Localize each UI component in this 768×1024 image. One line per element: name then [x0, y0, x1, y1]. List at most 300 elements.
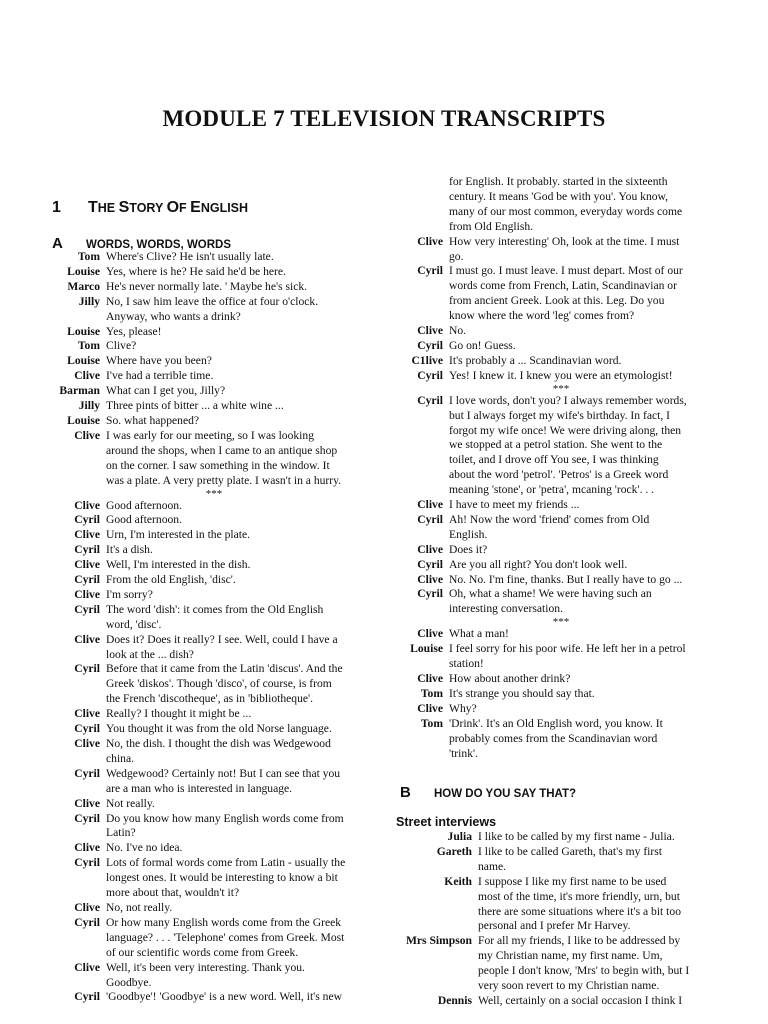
transcript-line	[48, 325, 380, 340]
scene-separator: ***	[205, 487, 223, 500]
transcript-line	[48, 280, 380, 295]
speaker-name	[396, 657, 449, 672]
transcript-line	[48, 603, 380, 618]
dialogue-text: No, the dish. I thought the dish was Wedgewood	[106, 737, 331, 750]
transcript-line	[48, 265, 380, 280]
speaker-name	[48, 886, 106, 901]
transcript-line	[48, 633, 380, 648]
transcript-line	[396, 220, 726, 235]
speaker-name: Clive	[74, 960, 100, 974]
dialogue-text: Well, it's been very interesting. Thank you.	[106, 960, 305, 974]
dialogue-text: I have to meet my friends ...	[449, 498, 580, 512]
speaker-name	[396, 979, 478, 994]
dialogue-text: Oh, what a shame! We were having such an	[449, 587, 652, 601]
dialogue-text: Yes, where is he? He said he'd be here.	[106, 264, 286, 278]
dialogue-text: Clive?	[106, 339, 137, 353]
speaker-name: Tom	[77, 250, 100, 263]
transcript-line	[396, 205, 726, 220]
speaker-name	[48, 677, 106, 692]
speaker-name: Louise	[67, 413, 100, 427]
speaker-name: Clive	[74, 900, 100, 914]
dialogue-text: Yes! I knew it. I knew you were an etymologist!	[449, 368, 673, 382]
speaker-name	[48, 648, 106, 663]
dialogue-text: I'm sorry?	[106, 587, 153, 601]
dialogue-text: longest ones. It would be interesting to know a bit	[106, 871, 338, 885]
speaker-name: Jilly	[78, 294, 100, 308]
transcript-line	[396, 627, 726, 642]
speaker-name: Cyril	[417, 264, 443, 278]
transcript-line	[48, 946, 380, 961]
transcript-line	[48, 916, 380, 931]
speaker-name: Cyril	[74, 543, 100, 557]
speaker-name	[396, 409, 449, 424]
speaker-name: Louise	[67, 354, 100, 368]
speaker-name: Clive	[74, 841, 100, 855]
speaker-name: Clive	[74, 587, 100, 601]
speaker-name: Mrs Simpson	[405, 934, 472, 948]
dialogue-text: Go on! Guess.	[449, 338, 516, 352]
speaker-name	[396, 309, 449, 324]
speaker-name: Keith	[444, 874, 472, 888]
dialogue-text: of our scientific words come from Greek.	[106, 945, 299, 959]
speaker-name	[48, 931, 106, 946]
transcript-left	[48, 250, 380, 1005]
dialogue-text: Anyway, who wants a drink?	[106, 309, 241, 323]
dialogue-text: century. It means 'God be with you'. You know,	[449, 189, 669, 203]
transcript-line	[48, 513, 380, 528]
transcript-line	[48, 767, 380, 782]
speaker-name	[48, 782, 106, 797]
dialogue-text: the French 'discotheque', as in 'bibliotheque'.	[106, 692, 314, 706]
dialogue-text: look at the ... dish?	[106, 647, 194, 661]
transcript-line	[48, 901, 380, 916]
dialogue-text: I suppose I like my first name to be used	[478, 874, 667, 888]
speaker-name: Cyril	[74, 722, 100, 736]
transcript-line	[396, 409, 726, 424]
transcript-line	[48, 692, 380, 707]
dialogue-text: You thought it was from the old Norse language.	[106, 722, 332, 736]
dialogue-text: It's a dish.	[106, 543, 153, 557]
dialogue-text: Where's Clive? He isn't usually late.	[106, 250, 274, 263]
speaker-name	[396, 468, 449, 483]
transcript-line	[396, 702, 726, 717]
dialogue-text: No, not really.	[106, 900, 173, 914]
speaker-name	[396, 294, 449, 309]
transcript-line	[48, 384, 380, 399]
transcript-right	[396, 175, 726, 761]
speaker-name	[396, 949, 478, 964]
speaker-name: Clive	[74, 737, 100, 750]
speaker-name: Gareth	[436, 844, 472, 858]
dialogue-text: It's strange you should say that.	[449, 686, 595, 700]
speaker-name: Dennis	[437, 993, 472, 1007]
transcript-line	[396, 687, 726, 702]
dialogue-text: Latin?	[106, 826, 136, 840]
speaker-name: Barman	[59, 384, 100, 398]
dialogue-text: Lots of formal words come from Latin - usually the	[106, 856, 346, 870]
speaker-name: Cyril	[417, 557, 443, 571]
transcript-line	[396, 438, 726, 453]
dialogue-text: I like to be called Gareth, that's my first	[478, 844, 662, 858]
speaker-name: Clive	[417, 627, 443, 641]
section-title-part: HE	[97, 201, 119, 215]
dialogue-text: Goodbye.	[106, 975, 152, 989]
speaker-name	[396, 220, 449, 235]
speaker-name: Cyril	[417, 393, 443, 407]
transcript-line	[48, 588, 380, 603]
transcript-line	[396, 294, 726, 309]
transcript-line	[396, 573, 726, 588]
dialogue-text: interesting conversation.	[449, 602, 563, 616]
transcript-line	[396, 979, 726, 994]
transcript-line	[396, 642, 726, 657]
speaker-name: Cyril	[74, 513, 100, 527]
speaker-name	[396, 483, 449, 498]
dialogue-text: English.	[449, 527, 488, 541]
dialogue-text: For all my friends, I like to be addressed by	[478, 934, 681, 948]
transcript-line	[396, 905, 726, 920]
dialogue-text: What a man!	[449, 627, 509, 641]
transcript-line	[48, 429, 380, 444]
dialogue-text: most of the time, it's more friendly, urn, but	[478, 889, 680, 903]
speaker-name	[396, 602, 449, 617]
dialogue-text: Before that it came from the Latin 'discus'. And the	[106, 662, 343, 676]
transcript-line	[396, 483, 726, 498]
dialogue-text: there are some situations where it's a bit too	[478, 904, 681, 918]
transcript-line	[396, 587, 726, 602]
dialogue-text: many of our most common, everyday words come	[449, 204, 683, 218]
speaker-name	[396, 438, 449, 453]
transcript-line	[396, 890, 726, 905]
speaker-name: C1live	[411, 353, 443, 367]
street-interviews-heading: Street interviews	[396, 815, 497, 829]
speaker-name: Clive	[417, 498, 443, 512]
transcript-line	[396, 672, 726, 687]
dialogue-text: word, 'disc'.	[106, 617, 162, 631]
part-a-letter: A	[52, 235, 63, 252]
transcript-line	[48, 618, 380, 633]
transcript-line	[396, 250, 726, 265]
dialogue-text: personal and I prefer Mr Harvey.	[478, 919, 631, 933]
section-title-part: NGLISH	[200, 201, 249, 215]
transcript-line	[48, 856, 380, 871]
transcript-line	[48, 871, 380, 886]
transcript-line	[396, 860, 726, 875]
transcript-line	[48, 459, 380, 474]
dialogue-text: Not really.	[106, 796, 155, 810]
speaker-name: Cyril	[417, 587, 443, 601]
dialogue-text: So. what happened?	[106, 413, 200, 427]
transcript-line	[48, 543, 380, 558]
dialogue-text: No.	[449, 324, 467, 338]
transcript-line	[396, 845, 726, 860]
speaker-name: Clive	[74, 528, 100, 542]
speaker-name: Cyril	[74, 856, 100, 870]
speaker-name	[48, 826, 106, 841]
dialogue-text: Well, certainly on a social occasion I think I	[478, 993, 683, 1007]
speaker-name	[396, 905, 478, 920]
speaker-name: Louise	[67, 324, 100, 338]
speaker-name: Jilly	[78, 399, 100, 413]
transcript-line	[396, 949, 726, 964]
dialogue-text: 'trink'.	[449, 746, 478, 760]
transcript-line	[48, 369, 380, 384]
speaker-name: Clive	[417, 701, 443, 715]
dialogue-text: on the corner. I saw something in the window. It	[106, 458, 330, 472]
dialogue-text: probably comes from the Scandinavian word	[449, 731, 658, 745]
dialogue-text: 'Drink'. It's an Old English word, you know. It	[449, 716, 663, 730]
speaker-name	[396, 919, 478, 934]
dialogue-text: Wedgewood? Certainly not! But I can see that you	[106, 766, 341, 780]
speaker-name: Clive	[417, 234, 443, 248]
transcript-line	[396, 732, 726, 747]
speaker-name	[396, 732, 449, 747]
dialogue-text: I've had a terrible time.	[106, 369, 214, 383]
dialogue-text: language? . . . 'Telephone' comes from Greek. Most	[106, 930, 345, 944]
dialogue-text: It's probably a ... Scandinavian word.	[449, 353, 622, 367]
speaker-name	[396, 279, 449, 294]
section-title	[88, 199, 248, 216]
speaker-name	[48, 474, 106, 489]
dialogue-text: about the word 'petrol'. 'Petros' is a Greek word	[449, 468, 669, 482]
speaker-name: Clive	[417, 672, 443, 685]
dialogue-text: china.	[106, 751, 135, 765]
transcript-line	[396, 468, 726, 483]
dialogue-text: from ancient Greek. Look at this. Leg. Do you	[449, 294, 665, 308]
transcript-line	[396, 875, 726, 890]
transcript-line	[396, 424, 726, 439]
transcript-line	[48, 250, 380, 265]
transcript-line	[48, 990, 380, 1005]
speaker-name	[396, 747, 449, 762]
dialogue-text: He's never normally late. ' Maybe he's sick.	[106, 279, 308, 293]
speaker-name: Clive	[74, 707, 100, 721]
speaker-name: Clive	[74, 428, 100, 442]
transcript-line	[48, 648, 380, 663]
transcript-line	[396, 934, 726, 949]
speaker-name: Cyril	[74, 766, 100, 780]
transcript-line	[396, 175, 726, 190]
dialogue-text: very soon revert to my Christian name.	[478, 979, 660, 993]
dialogue-text: Does it? Does it really? I see. Well, could I have a	[106, 632, 338, 646]
section-title-part: F	[179, 201, 191, 215]
dialogue-text: we stopped at a petrol station. She went to the	[449, 438, 663, 452]
dialogue-text: The word 'dish': it comes from the Old English	[106, 602, 324, 616]
speaker-name: Cyril	[74, 573, 100, 587]
speaker-name: Cyril	[417, 512, 443, 526]
dialogue-text: Yes, please!	[106, 324, 162, 338]
transcript-line	[396, 369, 726, 384]
transcript-line	[396, 279, 726, 294]
dialogue-text: How very interesting' Oh, look at the time. I must	[449, 234, 680, 248]
section-title-part: E	[190, 199, 201, 216]
speaker-name: Clive	[74, 558, 100, 572]
speaker-name: Louise	[67, 264, 100, 278]
scene-separator: ***	[552, 382, 570, 395]
transcript-line	[48, 976, 380, 991]
dialogue-text: Good afternoon.	[106, 498, 182, 512]
speaker-name: Cyril	[417, 338, 443, 352]
dialogue-text: station!	[449, 657, 484, 671]
part-b-letter: B	[400, 784, 411, 801]
dialogue-text: Greek 'diskos'. Though 'disco', of course, is from	[106, 677, 332, 691]
speaker-name: Cyril	[74, 811, 100, 825]
transcript-line	[48, 399, 380, 414]
speaker-name	[48, 976, 106, 991]
dialogue-text: No. No. I'm fine, thanks. But I really have to go ...	[449, 572, 683, 586]
dialogue-text: Three pints of bitter ... a white wine ...	[106, 399, 284, 413]
speaker-name: Clive	[74, 632, 100, 646]
dialogue-text: meaning 'stone', or 'petra', mcaning 'rock'. . .	[449, 483, 655, 497]
transcript-line	[48, 961, 380, 976]
dialogue-text: Good afternoon.	[106, 513, 182, 527]
transcript-line	[396, 528, 726, 543]
speaker-name	[396, 424, 449, 439]
dialogue-text: No. I've no idea.	[106, 841, 183, 855]
speaker-name: Tom	[77, 339, 100, 353]
speaker-name: Tom	[420, 716, 443, 730]
transcript-line	[396, 994, 726, 1009]
part-a-title: WORDS, WORDS, WORDS	[86, 239, 232, 251]
transcript-line	[48, 662, 380, 677]
dialogue-text: Urn, I'm interested in the plate.	[106, 528, 251, 542]
dialogue-text: people I don't know, 'Mrs' to begin with, but I	[478, 964, 690, 978]
speaker-name: Marco	[67, 279, 100, 293]
transcript-line	[48, 414, 380, 429]
dialogue-text: forgot my wife once! We were driving along, then	[449, 423, 682, 437]
transcript-line	[48, 826, 380, 841]
dialogue-text: I love words, don't you? I always remember words,	[449, 393, 687, 407]
transcript-line	[396, 543, 726, 558]
dialogue-text: I feel sorry for his poor wife. He left her in a petrol	[449, 642, 686, 656]
speaker-name: Cyril	[74, 915, 100, 929]
dialogue-text: I must go. I must leave. I must depart. Most of our	[449, 264, 683, 278]
section-number: 1	[52, 199, 61, 216]
speaker-name	[48, 459, 106, 474]
transcript-line	[396, 657, 726, 672]
transcript-line	[48, 737, 380, 752]
dialogue-text: Well, I'm interested in the dish.	[106, 558, 251, 572]
dialogue-text: Why?	[449, 701, 477, 715]
section-title-part: S	[118, 199, 130, 216]
speaker-name: Clive	[417, 542, 443, 556]
speaker-name	[48, 752, 106, 767]
dialogue-text: around the shops, when I came to an antique shop	[106, 443, 338, 457]
dialogue-text: I was early for our meeting, so I was looking	[106, 428, 314, 442]
dialogue-text: for English. It probably. started in the sixteenth	[449, 175, 668, 188]
speaker-name: Clive	[417, 572, 443, 586]
transcript-line	[396, 558, 726, 573]
transcript-line	[48, 528, 380, 543]
speaker-name: Louise	[410, 642, 443, 656]
speaker-name	[396, 190, 449, 205]
dialogue-text: was a plate. A very pretty plate. I wasn't in a hurry.	[106, 473, 342, 487]
scene-separator: ***	[552, 616, 570, 629]
dialogue-text: Does it?	[449, 542, 488, 556]
speaker-name	[396, 964, 478, 979]
dialogue-text: more about that, wouldn't it?	[106, 886, 240, 900]
speaker-name	[396, 453, 449, 468]
transcript-line	[396, 964, 726, 979]
speaker-name: Clive	[417, 324, 443, 338]
dialogue-text: are a man who is interested in language.	[106, 781, 293, 795]
transcript-line	[48, 677, 380, 692]
dialogue-text: 'Goodbye'! 'Goodbye' is a new word. Well, it's new	[106, 990, 342, 1004]
dialogue-text: Do you know how many English words come from	[106, 811, 344, 825]
speaker-name: Clive	[74, 369, 100, 383]
transcript-line	[396, 324, 726, 339]
transcript-line	[396, 339, 726, 354]
speaker-name: Tom	[420, 686, 443, 700]
transcript-line	[48, 499, 380, 514]
section-title-part: TORY	[129, 201, 167, 215]
dialogue-text: but I always forget my wife's birthday. In fact, I	[449, 408, 671, 422]
street-interviews	[396, 830, 726, 1009]
transcript-line	[396, 717, 726, 732]
transcript-line	[48, 474, 380, 489]
dialogue-text: words come from French, Latin, Scandinavian or	[449, 279, 677, 293]
transcript-line	[396, 190, 726, 205]
transcript-line	[48, 797, 380, 812]
speaker-name	[48, 946, 106, 961]
part-b-heading	[400, 784, 576, 802]
transcript-line	[396, 453, 726, 468]
dialogue-text: How about another drink?	[449, 672, 571, 685]
dialogue-text: Ah! Now the word 'friend' comes from Old	[449, 512, 650, 526]
speaker-name: Clive	[74, 796, 100, 810]
speaker-name: Cyril	[74, 662, 100, 676]
speaker-name	[396, 860, 478, 875]
dialogue-text: I like to be called by my first name - Julia.	[478, 830, 675, 843]
speaker-name	[396, 528, 449, 543]
speaker-name	[396, 250, 449, 265]
dialogue-text: What can I get you, Jilly?	[106, 384, 226, 398]
speaker-name: Julia	[447, 830, 472, 843]
part-b-title: HOW DO YOU SAY THAT?	[434, 788, 577, 800]
transcript-line	[396, 235, 726, 250]
dialogue-text: from Old English.	[449, 219, 534, 233]
transcript-line	[48, 310, 380, 325]
speaker-name: Cyril	[74, 602, 100, 616]
transcript-line	[48, 812, 380, 827]
transcript-line	[48, 931, 380, 946]
speaker-name	[48, 444, 106, 459]
dialogue-text: my Christian name, my first name. Um,	[478, 949, 663, 963]
transcript-line	[48, 782, 380, 797]
dialogue-text: go.	[449, 249, 464, 263]
dialogue-text: toilet, and I drove off You see, I was thinking	[449, 453, 659, 467]
transcript-line	[396, 394, 726, 409]
dialogue-text: Are you all right? You don't look well.	[449, 557, 628, 571]
transcript-line	[48, 886, 380, 901]
section-title-part: T	[88, 199, 98, 216]
transcript-line	[48, 558, 380, 573]
transcript-line	[396, 747, 726, 762]
section-title-part: O	[166, 199, 180, 216]
speaker-name	[48, 618, 106, 633]
transcript-line	[48, 841, 380, 856]
section-heading	[52, 199, 248, 217]
transcript-line	[48, 295, 380, 310]
speaker-name	[48, 692, 106, 707]
page-title: MODULE 7 TELEVISION TRANSCRIPTS	[162, 106, 606, 131]
speaker-name: Cyril	[74, 990, 100, 1004]
dialogue-text: Or how many English words come from the Greek	[106, 915, 342, 929]
transcript-line	[48, 752, 380, 767]
transcript-line	[396, 919, 726, 934]
transcript-line	[396, 830, 726, 845]
speaker-name: Cyril	[417, 368, 443, 382]
